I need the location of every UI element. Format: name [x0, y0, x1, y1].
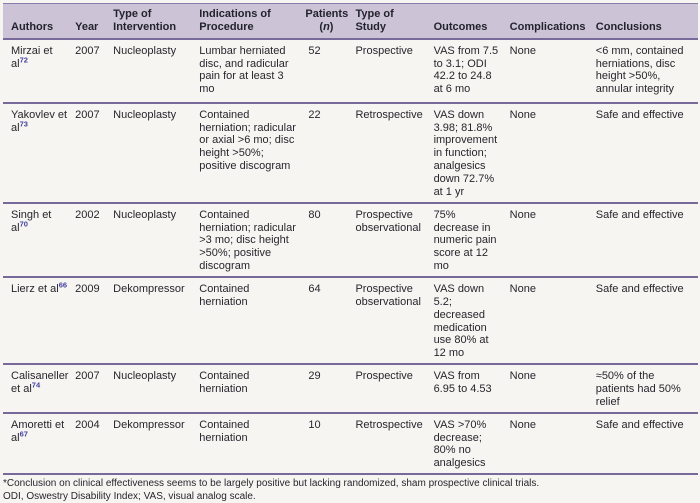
cell-indications: Lumbar herniated disc, and radicular pain for at least 3 mo	[193, 39, 299, 103]
cell-intervention: Dekompressor	[107, 277, 193, 364]
reference-superscript: 72	[19, 54, 28, 64]
cell-complications: None	[504, 39, 590, 103]
cell-study: Retrospective	[349, 103, 427, 203]
cell-year: 2002	[69, 203, 107, 277]
header-patients-n-symbol: (n)	[319, 20, 334, 33]
table-header-row	[3, 4, 698, 39]
header-authors: Authors	[3, 4, 69, 39]
header-indications-of-procedure: Indications of Procedure	[193, 4, 299, 39]
cell-authors: Singh et $al^{70}$	[3, 203, 69, 277]
cell-intervention: Nucleoplasty	[107, 39, 193, 103]
cell-conclusions: <6 mm, contained herniations, disc height >50%, annular integrity	[590, 39, 698, 103]
table-row	[3, 103, 698, 203]
cell-indications: Contained herniation	[193, 413, 299, 474]
cell-indications: Contained herniation	[193, 277, 299, 364]
cell-authors: Lierz et $al^{66}$	[3, 277, 69, 364]
table-row	[3, 277, 698, 364]
studies-table	[3, 3, 698, 475]
header-type-of-study: Type of Study	[349, 4, 427, 39]
table-row	[3, 413, 698, 474]
cell-indications: Contained herniation	[193, 364, 299, 413]
reference-superscript: 74	[31, 380, 41, 390]
cell-outcomes: VAS down 5.2; decreased medication use 80% at 12 mo	[428, 277, 504, 364]
cell-outcomes: VAS from 6.95 to 4.53	[428, 364, 504, 413]
cell-conclusions: Safe and effective	[590, 103, 698, 203]
cell-study: Prospective	[349, 39, 427, 103]
reference-superscript: 67	[19, 428, 28, 438]
table-row	[3, 364, 698, 413]
cell-outcomes: VAS from 7.5 to 3.1; ODI 42.2 to 24.8 at 6 mo	[428, 39, 504, 103]
footnote-abbreviations: ODI, Oswestry Disability Index; VAS, visual analog scale.	[3, 490, 256, 502]
cell-study: Prospective observational	[349, 203, 427, 277]
cell-conclusions: Safe and effective	[590, 413, 698, 474]
cell-year: 2007	[69, 39, 107, 103]
cell-year: 2007	[69, 103, 107, 203]
cell-year: 2004	[69, 413, 107, 474]
cell-authors: Yakovlev et $al^{73}$	[3, 103, 69, 203]
header-year: Year	[69, 4, 107, 39]
cell-complications: None	[504, 413, 590, 474]
header-patients-word: Patients	[305, 8, 349, 20]
reference-superscript: 66	[58, 280, 68, 290]
cell-intervention: Dekompressor	[107, 413, 193, 474]
header-conclusions: Conclusions	[590, 4, 698, 39]
header-type-of-intervention: Type of Intervention	[107, 4, 193, 39]
table-footnotes	[0, 475, 700, 503]
cell-study: Prospective	[349, 364, 427, 413]
cell-intervention: Nucleoplasty	[107, 203, 193, 277]
cell-conclusions: ≈50% of the patients had 50% relief	[590, 364, 698, 413]
cell-complications: None	[504, 203, 590, 277]
cell-patients: 10	[299, 413, 349, 474]
header-outcomes: Outcomes	[428, 4, 504, 39]
cell-patients: 22	[299, 103, 349, 203]
cell-study: Retrospective	[349, 413, 427, 474]
cell-patients: 80	[299, 203, 349, 277]
cell-complications: None	[504, 364, 590, 413]
cell-study: Prospective observational	[349, 277, 427, 364]
cell-outcomes: 75% decrease in numeric pain score at 12 mo	[428, 203, 504, 277]
header-patients-n	[299, 4, 349, 39]
cell-indications: Contained herniation; radicular >3 mo; disc height >50%; positive discogram	[193, 203, 299, 277]
header-complications: Complications	[504, 4, 590, 39]
cell-authors: Calisaneller et $al^{74}$	[3, 364, 69, 413]
cell-outcomes: VAS down 3.98; 81.8% improvement in function; analgesics down 72.7% at 1 yr	[428, 103, 504, 203]
reference-superscript: 73	[19, 118, 28, 128]
cell-intervention: Nucleoplasty	[107, 364, 193, 413]
table-row	[3, 203, 698, 277]
cell-conclusions: Safe and effective	[590, 277, 698, 364]
cell-complications: None	[504, 103, 590, 203]
cell-authors: Mirzai et $al^{72}$	[3, 39, 69, 103]
cell-authors: Amoretti et $al^{67}$	[3, 413, 69, 474]
cell-year: 2009	[69, 277, 107, 364]
cell-patients: 64	[299, 277, 349, 364]
cell-indications: Contained herniation; radicular or axial >6 mo; disc height >50%; positive discogram	[193, 103, 299, 203]
cell-outcomes: VAS >70% decrease; 80% no analgesics	[428, 413, 504, 474]
footnote-conclusion: *Conclusion on clinical effectiveness seems to be largely positive but lacking randomized, sham prospective clinical trials.	[3, 478, 540, 490]
cell-conclusions: Safe and effective	[590, 203, 698, 277]
table-row	[3, 39, 698, 103]
cell-complications: None	[504, 277, 590, 364]
cell-intervention: Nucleoplasty	[107, 103, 193, 203]
reference-superscript: 70	[19, 218, 28, 228]
cell-patients: 52	[299, 39, 349, 103]
cell-year: 2007	[69, 364, 107, 413]
cell-patients: 29	[299, 364, 349, 413]
